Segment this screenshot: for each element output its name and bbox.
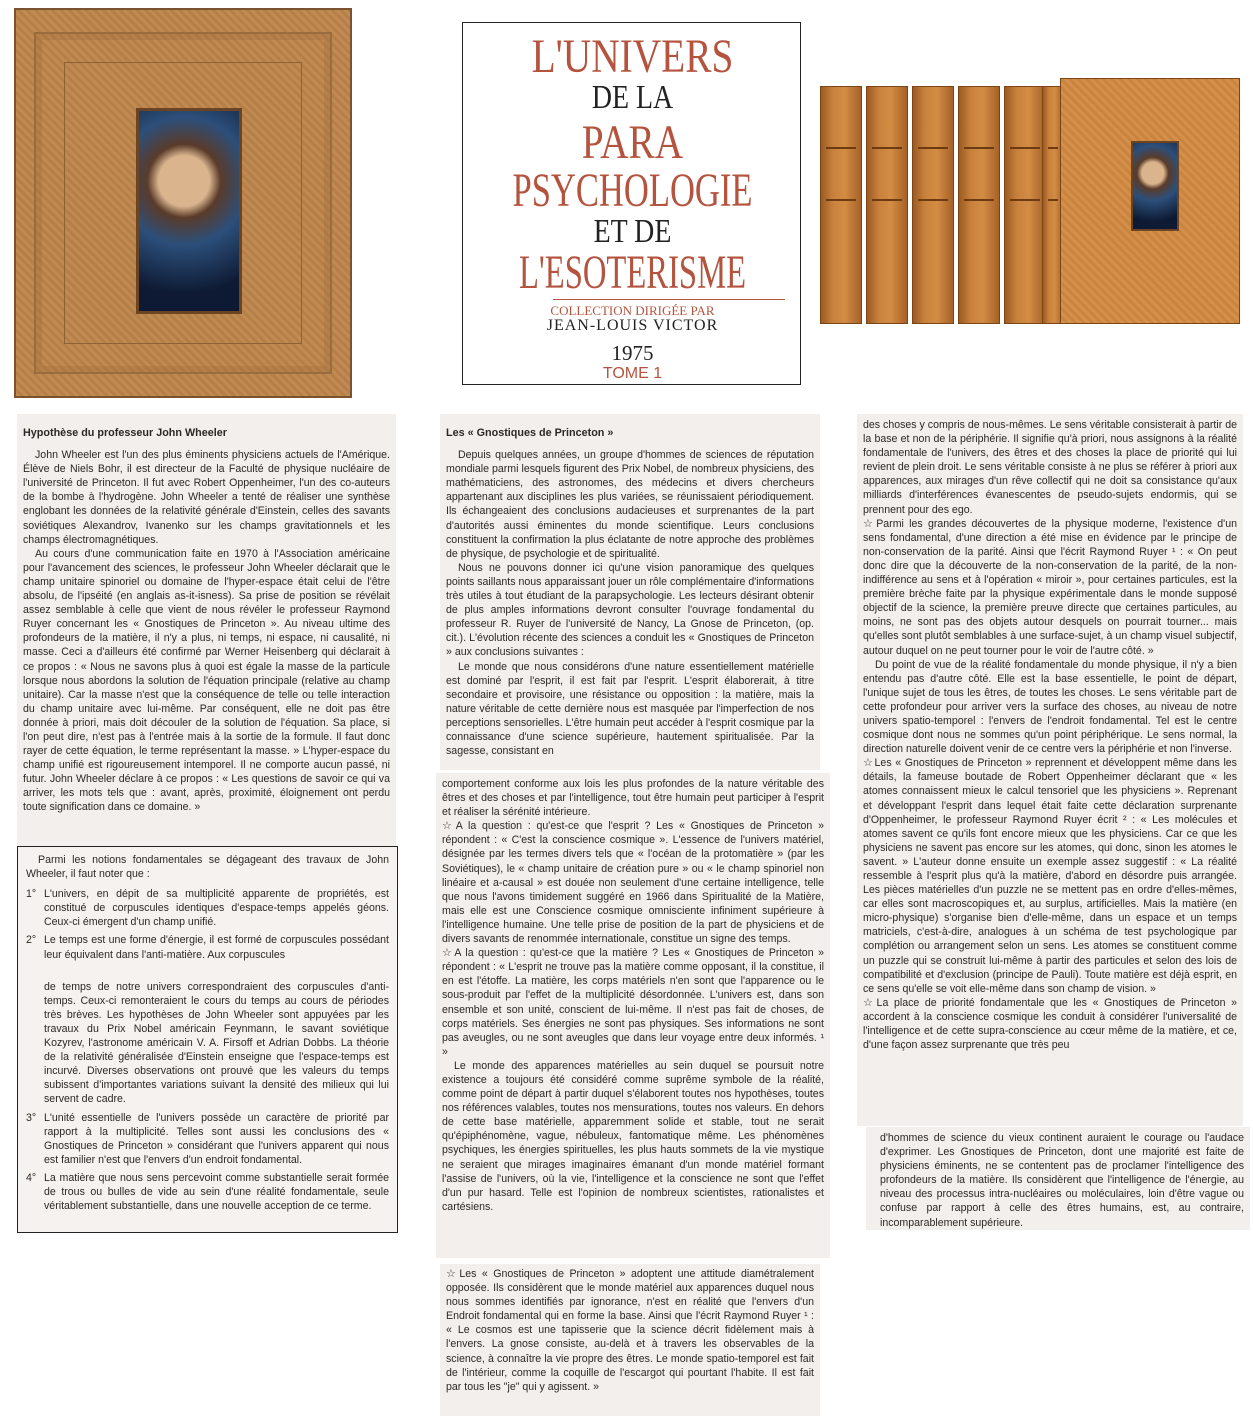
book-spine [866, 86, 908, 324]
wheeler-notions-box [17, 846, 398, 1233]
list-item: 4° La matière que nous sens percevoint comme substantielle serait formée de trous ou bulles de vide au sein d'une réalité fondamentale, seule véritablement substantielle, dans une nouvelle acception de ce terme. [26, 1171, 389, 1213]
year: 1975 [611, 341, 654, 365]
paragraph: comportement conforme aux lois les plus profondes de la nature véritable des êtres et des choses et par l'intelligence, tout être humain peut participer à l'esprit et réaliser la sérénité intérieure. [442, 778, 824, 819]
paragraph: Au cours d'une communication faite en 1970 à l'Association américaine pour l'avancement des sciences, le professeur John Wheeler déclarait que le champ unitaire spinoriel ou domaine de l'hyper-espace était celui de l'être absolu, de l'ipséité (en anglais as-it-isness). Sa prise de position se révélait assez semblable à celle que vient de nous révéler le professeur Raymond Ruyer concernant les « Gnostiques de Princeton ». Au niveau ultime des profondeurs de la matière, il n'y a plus, ni temps, ni espace, ni causalité, ni masse. Ceci a d'ailleurs été confirmé par Werner Heisenberg qui déclarait à ce propos : « Nous ne savons plus à quoi est égale la masse de la particule lorsque nous abordons la solution de l'équation principale (relative au champ unitaire). Car la masse n'est que la conséquence de telle ou telle interaction du champ unitaire avec lui-même. Par conséquent, elle ne doit pas être donnée à priori, mais doit découler de la solution de l'équation. Sa place, si l'on peut dire, n'est pas à l'entrée mais à la sortie de la formule. Il faut donc rayer de cette équation, le terme représentant la masse. » L'hyper-espace du champ unifié est rigoureusement intemporel. Il ne comporte aucun passé, ni futur. John Wheeler déclare à ce propos : « Les questions de savoir ce qui va arriver, les mots tels que : avant, après, proximité, éloignement ont perdu toute signification dans ce domaine. » [23, 547, 390, 814]
column1-text [17, 414, 396, 846]
list-item: 1° L'univers, en dépit de sa multiplicité apparente de propriétés, est constitué de corpuscules identiques d'espace-temps appelés géons. Ceux-ci émergent d'un champ unifié. [26, 888, 389, 929]
book-spine [1004, 86, 1046, 324]
paragraph: Nous ne pouvons donner ici qu'une vision panoramique des quelques points saillants nous apparaissant jouer un rôle complémentaire d'informations très utiles à tout étudiant de la parapsychologie. Les lecteurs désirant obtenir de plus amples informations devront consulter l'ouvrage fondamental du professeur R. Ruyer de l'université de Nancy, La Gnose de Princeton, (op. cit.). L'évolution récente des sciences a conduit les « Gnostiques de Princeton » aux conclusions suivantes : [446, 561, 814, 659]
paragraph: John Wheeler est l'un des plus éminents physiciens actuels de l'Amérique. Élève de Niels Bohr, il est directeur de la Faculté de physique nucléaire de l'université de Princeton. Il fut avec Robert Oppenheimer, l'un des co-auteurs de la bombe à l'hydrogène. John Wheeler a tenté de réaliser une synthèse englobant les données de la relativité générale d'Einstein, celles des savants soviétiques Alexandrov, Ivanenko sur les champs gravitationnels et les champs électromagnétiques. [23, 449, 390, 546]
paragraph: ☆La place de priorité fondamentale que les « Gnostiques de Princeton » accordent à la conscience cosmique les conduit à considérer l'universalité de l'intelligence et de cette supra-conscience au cœur même de la matière, et ce, d'une façon assez surprenante que très peu [863, 996, 1237, 1052]
title-page [462, 22, 801, 385]
title-line-3: PARA [581, 116, 684, 169]
title-rule [553, 299, 785, 300]
book-set-image [820, 78, 1240, 324]
book-spine [958, 86, 1000, 324]
section-heading-gnostiques: Les « Gnostiques de Princeton » [446, 427, 614, 439]
list-item: 3° L'unité essentielle de l'univers possède un caractère de priorité par rapport à la multiplicité. Telles sont aussi les conclusions des « Gnostiques de Princeton » considérant que l'univers apparent qui nous est familier n'est que l'envers d'un endroit fondamental. [26, 1111, 389, 1166]
paragraph: Depuis quelques années, un groupe d'hommes de sciences de réputation mondiale parmi lesquels figurent des Prix Nobel, de nombreux physiciens, des mathématiciens, des astronomes, des médecins et divers chercheurs appartenant aux disciplines les plus variées, se réunissaient périodiquement. Ils échangeaient des conclusions audacieuses et surprenantes de la part d'autorités aussi éminentes du monde scientifique. Leurs conclusions constituent la confirmation la plus éclatante de notre approche des problèmes de physique, de psychologie et de spiritualité. [446, 449, 814, 560]
paragraph: Du point de vue de la réalité fondamentale du monde physique, il n'y a bien entendu pas d'autre côté. Elle est la base essentielle, le point de départ, l'unique sujet de tous les êtres, de toutes les choses. Le sens véritable part de cette profondeur pour arriver vers la surface des choses, au niveau de notre univers spatio-temporel : l'envers de l'endroit fondamental. Tel est le centre cosmique dont nous ne sommes qu'un point périphérique. Le sens normal, la direction naturelle doivent venir de ce centre vers la périphérie et non l'inverse. [863, 658, 1237, 756]
paragraph: ☆A la question : qu'est-ce que l'esprit ? Les « Gnostiques de Princeton » répondent : « C'est la conscience cosmique ». L'essence de l'univers matériel, désignée par les termes divers tels que « l'océan de la protomatière » (par les Soviétiques), le « champ unitaire de création pure » ou « le champ spinoriel non linéaire et a-causal » est douée non seulement d'une certaine intelligence, telle que nous l'avons timidement suggéré en 1966 dans Spiritualité de la Matière, mais elle est une Conscience cosmique omnisciente infiniment supérieure à l'intelligence humaine. Une telle prise de position de la part de physiciens et de divers savants de renommée internationale, constitue un signe des temps. [442, 820, 824, 946]
column2-bottom [440, 1264, 820, 1416]
collection-label: COLLECTION DIRIGÉE PAR [550, 303, 715, 318]
title-line-5: ET DE [593, 213, 672, 250]
list-item: 2° Le temps est une forme d'énergie, il est formé de corpuscules possédant leur équivalent dans l'anti-matière. Aux corpuscules [26, 934, 389, 961]
title-line-6: L'ESOTERISME [518, 246, 747, 299]
star-icon: ☆ [863, 757, 874, 770]
book-spine [912, 86, 954, 324]
book-portrait [1131, 141, 1179, 231]
column3-bottom [866, 1127, 1250, 1230]
paragraph: Le monde que nous considérons d'une nature essentiellement matérielle est dominé par l'esprit, il est fait par l'esprit. L'esprit élaborerait, à titre secondaire et provisoire, une résistance ou opposition : la matière, mais la nature véritable de cette dernière nous est masquée par l'imperfection de nos perceptions sensorielles. L'être humain peut accéder à l'esprit cosmique par la connaissance d'une science supérieure, hautement spiritualisée. Par la sagesse, consistant en [446, 660, 814, 758]
paragraph: de temps de notre univers correspondraient des corpuscules d'anti-temps. Ceux-ci remonteraient le cours du temps au cours de périodes très brèves. Les hypothèses de John Wheeler sont appuyées par les travaux du Prix Nobel américain Feynmann, le savant soviétique Kozyrev, l'astronome américain V. A. Firsoff et Adrian Dobbs. La théorie de la relativité généralisée d'Einstein enseigne que l'espace-temps est incurvé. Diverses observations ont prouvé que les valeurs du temps subissent d'importantes variations suivant la densité des milieux qui lui servent de cadre. [44, 980, 389, 1106]
paragraph: Parmi les notions fondamentales se dégageant des travaux de John Wheeler, il faut noter que : [26, 854, 389, 881]
director-name: JEAN-LOUIS VICTOR [546, 317, 719, 334]
tome-label: TOME 1 [602, 365, 663, 382]
paragraph: Le monde des apparences matérielles au sein duquel se poursuit notre existence a toujours été considéré comme suprême symbole de la réalité, comme point de départ à partir duquel s'élaborent toutes nos hypothèses, toutes nos références valables, toutes nos mensurations, toutes nos valeurs. En dehors de cette base matérielle, apparemment solide et stable, tout ne serait qu'épiphénomène, vague, nébuleux, fantomatique même. Les phénomènes psychiques, les énergies spirituelles, les plus hauts sommets de la vie mystique ne seraient que mirages imaginaires émanant d'un monde matériel formant l'assise de l'univers, où la vie, l'intelligence et la conscience ne sont que l'effet d'un pur hasard. Telle est l'opinion de nombreux scientistes, rationalistes et cartésiens. [442, 1059, 824, 1213]
book-spine [820, 86, 862, 324]
paragraph: ☆Parmi les grandes découvertes de la physique moderne, l'existence d'un sens fondamental, d'une direction a été mise en évidence par le principe de non-conservation de la parité. Ainsi que l'écrit Raymond Ruyer ¹ : « On peut donc dire que la découverte de la non-conservation de la parité, de la non-indifférence au sens et à l'opération « miroir », pour certaines particules, est la première brèche faite par la physique expérimentale dans le monde supposé objectif de la science, la première preuve directe que certaines particules, au moins, ne sont pas des objets autour desquels on pourrait tourner... mais qu'elles sont plutôt semblables à une surface-sujet, à un champ visuel subjectif, autour duquel on ne peut tourner pour le voir de l'autre côté. » [863, 517, 1237, 657]
column2-continued [436, 773, 830, 1258]
title-line-1: L'UNIVERS [531, 30, 734, 83]
column3-text [857, 414, 1243, 1126]
title-line-2: DE LA [591, 79, 674, 116]
book-cover-image [14, 8, 352, 398]
star-icon: ☆ [446, 1268, 459, 1280]
paragraph: ☆A la question : qu'est-ce que la matière ? Les « Gnostiques de Princeton » répondent : « L'esprit ne trouve pas la matière comme opposant, il la constitue, il en est l'étoffe. La matière, les corps matériels n'en sont que l'apparence ou le sous-produit par l'effet de la multiplicité désordonnée. L'univers est, dans son ensemble et son unité, conscient de lui-même. Il n'est pas fait de choses, de corps matériels. Ses énergies ne sont pas physiques. Ses informations ne sont pas aveugles, ou ne sont aveugles que dans leur voyage entre deux informés. ¹ » [442, 947, 824, 1058]
paragraph: ☆Les « Gnostiques de Princeton » reprennent et développent même dans les détails, la fameuse boutade de Robert Oppenheimer déclarant que « les atomes connaissent mieux le calcul tensoriel que les physiciens ». Reprenant et développant l'esprit dans lequel était faite cette déclaration surprenante d'Oppenheimer, le professeur Raymond Ruyer écrit ² : « Les molécules et atomes savent ce qu'ils font encore mieux que les physiciens. Car ce que les physiciens ne savent pas encore sur les atomes, qui donc, sinon les atomes le savent. » L'auteur donne ensuite un exemple assez suggestif : « La réalité ressemble à l'esprit plus qu'à la matière, d'abord en désordre puis arrangée. Les pièces matérielles d'un puzzle ne se mettent pas en ordre d'elles-mêmes, car elles sont macroscopiques et, au surplus, artificielles. Mais la matière (en micro-physique) s'organise bien d'elle-même, dans un espace et un temps matriciels, c'est-à-dire, analogues à un schéma de test psychologique par complétion ou arrangement selon un sens. Les atomes se constituent comme un puzzle qui se construit lui-même à partir des particules et selon des lois de compatibilité et d'exclusion (principe de Pauli). Toute matière est déjà esprit, en ce sens qu'elle se voit elle-même dans son champ de vision. » [863, 757, 1237, 995]
paragraph: ☆Les « Gnostiques de Princeton » adoptent une attitude diamétralement opposée. Ils considèrent que le monde matériel aux apparences duquel nous nous sommes identifiés par ignorance, n'est en réalité que l'envers d'un Endroit fondamental qui en forme la base. Ainsi que l'écrit Raymond Ruyer ¹ : « Le cosmos est une tapisserie que la science décrit fidèlement mais à l'envers. La gnose consiste, au-delà et à travers les observables de la science, à connaître la vie propre des êtres. Le monde spatio-temporel est fait de l'intérieur, comme la coquille de l'escargot qui pourtant l'habite. Il est fait par tous les "je" qui y agissent. » [446, 1268, 814, 1393]
star-icon: ☆ [863, 517, 876, 530]
star-icon: ☆ [442, 947, 454, 960]
column2-text [440, 414, 820, 770]
paragraph: des choses y compris de nous-mêmes. Le sens véritable consisterait à partir de la base et non de la périphérie. Il signifie qu'à priori, nous assignons à la réalité fondamentale de l'univers, des êtres et des choses la place de priorité qui lui revient de plein droit. Le sens véritable consiste à ne plus se référer à priori aux apparences, aux mirages d'un rêve collectif qui ne doit sa consistance qu'aux milliards d'interférences évanescentes de pseudo-sujets endormis, qui se prennent pour des ego. [863, 419, 1237, 516]
paragraph: d'hommes de science du vieux continent auraient le courage ou l'audace d'exprimer. Les Gnostiques de Princeton, dont une majorité est faite de physiciens éminents, ne se contentent pas de proclamer l'intelligence des profondeurs de la matière. Ils considèrent que l'intelligence de l'énergie, au niveau des processus intra-nucléaires ou moléculaires, loin d'être vague ou confuse par rapport à celle des êtres humains, est, au contraire, incomparablement supérieure. [880, 1132, 1244, 1229]
book-front-cover [1060, 78, 1240, 324]
section-heading-wheeler: Hypothèse du professeur John Wheeler [23, 427, 227, 439]
title-line-4: PSYCHOLOGIE [512, 164, 753, 217]
star-icon: ☆ [863, 996, 876, 1009]
star-icon: ☆ [442, 820, 455, 833]
cover-portrait [136, 108, 242, 314]
